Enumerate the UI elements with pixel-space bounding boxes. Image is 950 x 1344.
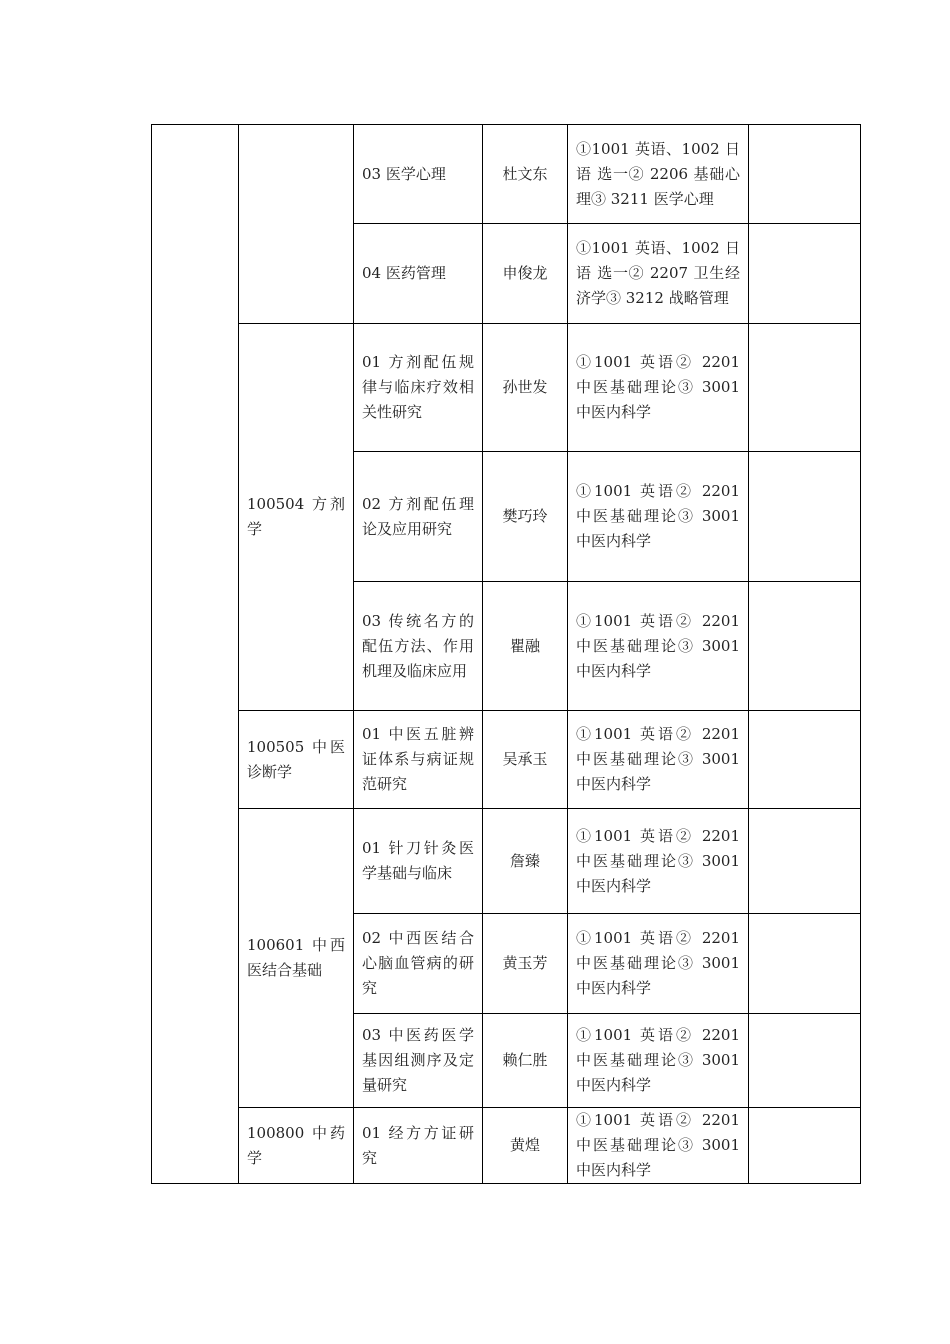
- enrollment-table: [151, 124, 861, 1184]
- direction-cell: 01 针刀针灸医学基础与临床: [354, 809, 483, 914]
- note-cell: [749, 125, 861, 224]
- exam-cell: ①1001 英语② 2201 中医基础理论③ 3001 中医内科学: [568, 324, 749, 452]
- note-cell: [749, 809, 861, 914]
- major-cell: [239, 125, 354, 324]
- major-cell: 100505 中医诊断学: [239, 711, 354, 809]
- direction-cell: 03 医学心理: [354, 125, 483, 224]
- advisor-cell: 黄煌: [483, 1108, 568, 1184]
- college-cell: [152, 125, 239, 1184]
- major-cell: 100800 中药学: [239, 1108, 354, 1184]
- advisor-cell: 孙世发: [483, 324, 568, 452]
- direction-cell: 01 经方方证研究: [354, 1108, 483, 1184]
- note-cell: [749, 711, 861, 809]
- direction-cell: 01 方剂配伍规律与临床疗效相关性研究: [354, 324, 483, 452]
- note-cell: [749, 1014, 861, 1108]
- note-cell: [749, 582, 861, 711]
- table-row: [152, 125, 861, 224]
- exam-cell: ①1001 英语② 2201 中医基础理论③ 3001 中医内科学: [568, 582, 749, 711]
- advisor-cell: 樊巧玲: [483, 452, 568, 582]
- exam-cell: ①1001 英语② 2201 中医基础理论③ 3001 中医内科学: [568, 711, 749, 809]
- direction-cell: 02 中西医结合心脑血管病的研究: [354, 914, 483, 1014]
- note-cell: [749, 914, 861, 1014]
- advisor-cell: 瞿融: [483, 582, 568, 711]
- note-cell: [749, 452, 861, 582]
- direction-cell: 02 方剂配伍理论及应用研究: [354, 452, 483, 582]
- table-row: [152, 809, 861, 914]
- exam-cell: ①1001 英语② 2201 中医基础理论③ 3001 中医内科学: [568, 809, 749, 914]
- note-cell: [749, 224, 861, 324]
- advisor-cell: 申俊龙: [483, 224, 568, 324]
- exam-cell: ①1001 英语② 2201 中医基础理论③ 3001 中医内科学: [568, 1014, 749, 1108]
- advisor-cell: 詹臻: [483, 809, 568, 914]
- major-cell: 100504 方剂学: [239, 324, 354, 711]
- advisor-cell: 赖仁胜: [483, 1014, 568, 1108]
- direction-cell: 01 中医五脏辨证体系与病证规范研究: [354, 711, 483, 809]
- direction-cell: 03 中医药医学基因组测序及定量研究: [354, 1014, 483, 1108]
- direction-cell: 03 传统名方的配伍方法、作用机理及临床应用: [354, 582, 483, 711]
- major-cell: 100601 中西医结合基础: [239, 809, 354, 1108]
- exam-cell: ①1001 英语、1002 日语 选一② 2207 卫生经济学③ 3212 战略管理: [568, 224, 749, 324]
- advisor-cell: 吴承玉: [483, 711, 568, 809]
- exam-cell: ①1001 英语② 2201 中医基础理论③ 3001 中医内科学: [568, 1108, 749, 1184]
- exam-cell: ①1001 英语② 2201 中医基础理论③ 3001 中医内科学: [568, 914, 749, 1014]
- exam-cell: ①1001 英语、1002 日语 选一② 2206 基础心理③ 3211 医学心理: [568, 125, 749, 224]
- advisor-cell: 黄玉芳: [483, 914, 568, 1014]
- table-row: [152, 1108, 861, 1184]
- direction-cell: 04 医药管理: [354, 224, 483, 324]
- table-row: [152, 711, 861, 809]
- exam-cell: ①1001 英语② 2201 中医基础理论③ 3001 中医内科学: [568, 452, 749, 582]
- table-row: [152, 324, 861, 452]
- note-cell: [749, 324, 861, 452]
- note-cell: [749, 1108, 861, 1184]
- advisor-cell: 杜文东: [483, 125, 568, 224]
